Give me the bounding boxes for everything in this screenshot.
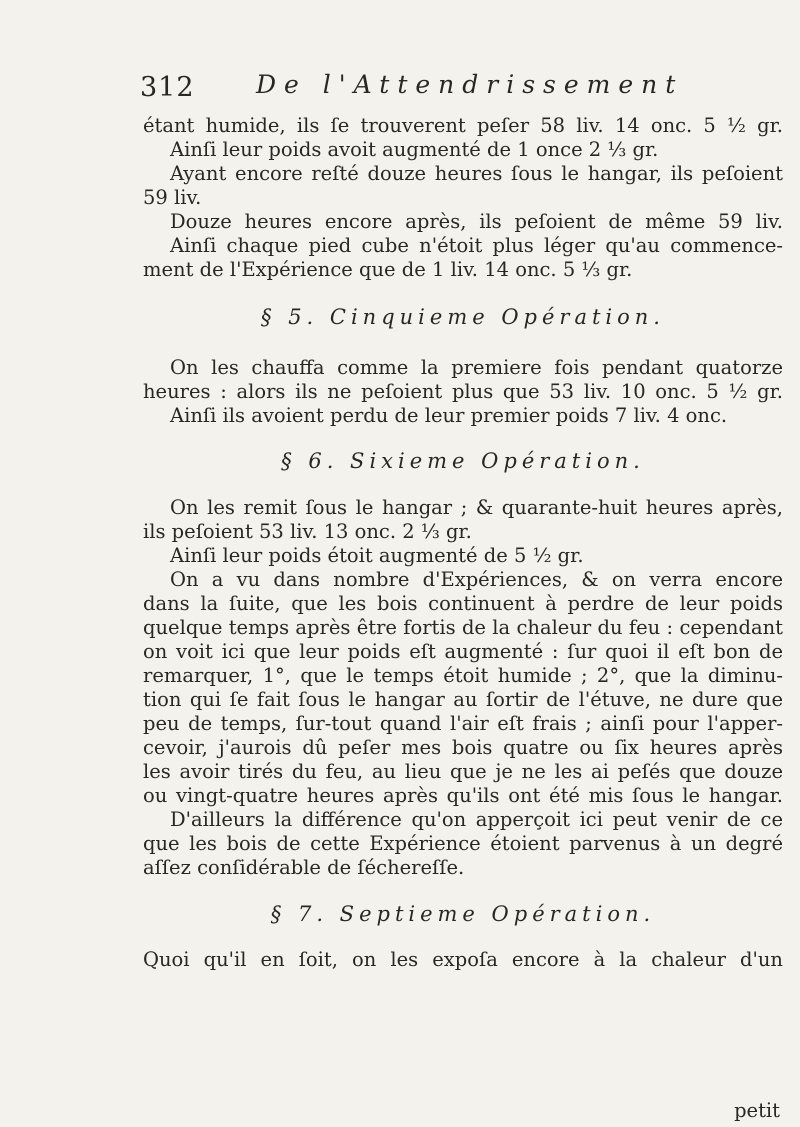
text-line: ou vingt-quatre heures après qu'ils ont été mis ſous le hangar. [143, 784, 783, 807]
text-line: Ainſi leur poids étoit augmenté de 5 ½ gr. [170, 544, 584, 567]
text-line: ment de l'Expérience que de 1 liv. 14 onc. 5 ⅓ gr. [143, 258, 633, 281]
text-line: ils peſoient 53 liv. 13 onc. 2 ⅓ gr. [143, 520, 472, 543]
text-line: les avoir tirés du feu, au lieu que je ne les ai peſés que douze [143, 760, 783, 783]
text-line: heures : alors ils ne peſoient plus que 53 liv. 10 onc. 5 ½ gr. [143, 380, 783, 403]
text-line: Ainſi ils avoient perdu de leur premier poids 7 liv. 4 onc. [170, 404, 728, 427]
catchword: petit [734, 1099, 780, 1122]
text-line: Douze heures encore après, ils peſoient de même 59 liv. [170, 210, 783, 233]
text-line: on voit ici que leur poids eſt augmenté : ſur quoi il eſt bon de [143, 640, 783, 663]
text-line: D'ailleurs la différence qu'on apperçoit ici peut venir de ce [170, 808, 783, 831]
text-line: aſſez conſidérable de ſéchereſſe. [143, 856, 465, 879]
text-line: dans la ſuite, que les bois continuent à perdre de leur poids [143, 592, 783, 615]
section-heading: § 7. Septieme Opération. [270, 902, 656, 926]
running-head: De l'Attendrissement [256, 70, 684, 99]
text-line: cevoir, j'aurois dû peſer mes bois quatre ou ſix heures après [143, 736, 783, 759]
text-line: Ayant encore reſté douze heures ſous le hangar, ils peſoient [170, 162, 783, 185]
page-number: 312 [140, 72, 195, 103]
text-line: Ainſi leur poids avoit augmenté de 1 once 2 ⅓ gr. [170, 138, 659, 161]
text-line: Ainſi chaque pied cube n'étoit plus léger qu'au commence- [170, 234, 783, 257]
text-line: peu de temps, ſur-tout quand l'air eſt frais ; ainſi pour l'apper- [143, 712, 783, 735]
text-line: tion qui ſe fait ſous le hangar au ſortir de l'étuve, ne dure que [143, 688, 783, 711]
text-line: remarquer, 1°, que le temps étoit humide ; 2°, que la diminu- [143, 664, 783, 687]
text-line: On les chauffa comme la premiere fois pendant quatorze [170, 356, 783, 379]
text-line: Quoi qu'il en ſoit, on les expoſa encore à la chaleur d'un [143, 948, 783, 971]
text-line: On les remit ſous le hangar ; & quarante-huit heures après, [170, 496, 783, 519]
text-line: 59 liv. [143, 186, 202, 209]
page-header [140, 70, 700, 110]
section-heading: § 6. Sixieme Opération. [281, 449, 645, 473]
text-line: quelque temps après être fortis de la chaleur du feu : cependant [143, 616, 783, 639]
text-line: étant humide, ils ſe trouverent peſer 58 liv. 14 onc. 5 ½ gr. [143, 114, 783, 137]
section-heading: § 5. Cinquieme Opération. [261, 305, 665, 329]
text-line: On a vu dans nombre d'Expériences, & on verra encore [170, 568, 783, 591]
text-line: que les bois de cette Expérience étoient parvenus à un degré [143, 832, 783, 855]
